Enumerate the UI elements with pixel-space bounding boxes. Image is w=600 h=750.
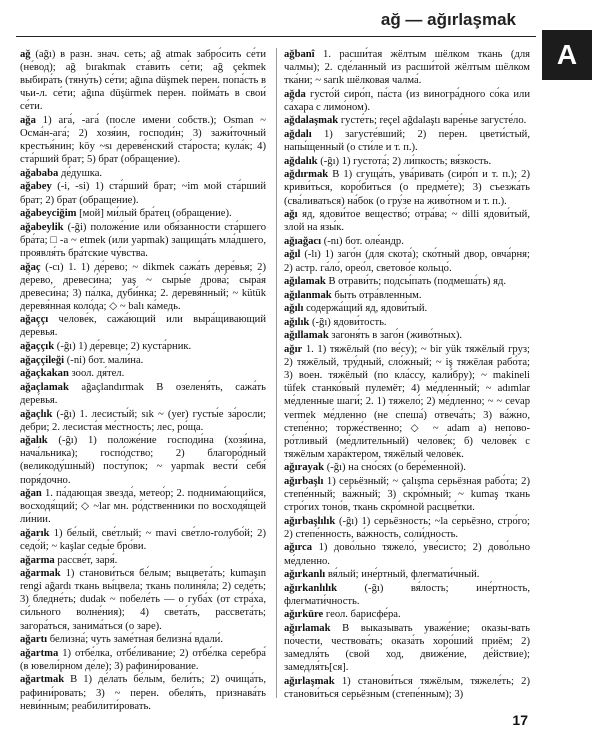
entry-headword: ağırbaşlılık [284,515,336,527]
dictionary-entry [20,673,266,712]
entry-headword: ağabeylik [20,221,64,233]
entry-definition: (-ğı) ядови́тость. [311,316,387,328]
entry-definition: (-nı) бот. оле́андр. [323,235,404,247]
dictionary-entry [20,207,266,220]
entry-headword: ağalık [20,435,48,447]
dictionary-entry [284,475,530,514]
entry-headword: ağılanmak [284,289,332,301]
entry-definition: густо́й сиро́п, па́ста (из виногра́дного со́ка или са́хара с лимо́ном). [284,88,530,113]
entry-headword: ağırküre [284,609,324,621]
entry-headword: ağırbaşlı [284,476,324,487]
dictionary-entry [284,128,530,154]
dictionary-entry [20,167,266,180]
entry-definition: 1) бе́лый, све́тлый; ~ mavi све́тло-голубо́й; 2) седо́й; ~ kaşlar седы́е бро́ви. [20,527,266,552]
entry-definition: 1) ага́, -ага́ (после имени собств.); Osman ~ Осма́н-ага́; 2) хозя́ин, господи́н; 3) зажи́точный крестья́нин; köy ~sı дереве́нский ста́роста; кула́к; 4) ста́рший брат; 5) брат (обращение). [20,114,266,166]
dictionary-entry [20,647,266,673]
entry-headword: ağıllamak [284,330,329,342]
entry-definition: 1. 1) тяжёлый (по ве́су); ~ bir yük тяжёлый груз; 2) тяжёлый, тру́дный, сло́жный; ~ iş тяжёлая рабо́та; 3) воен. тяжёлый (по кла́ссу, кали́бру); ~ makineli tüfek станко́вый пулемёт; 4) ме́дленный; ~ adımlar ме́дленные шаги́; 2. 1) тяжело́; 2) ме́дленно; ~ ~ cevap vermek ме́дленно (не спеша́) отвеча́ть; 3) ва́жно, степе́нно; торже́ственно; ◇ ~ adam а) непово-ро́тливый (ме́длительный) челове́к; б) челове́к с тяжёлым хара́ктером, тяжёлый челове́к. [284,344,530,460]
dictionary-entry [284,343,530,461]
entry-headword: ağarma [20,554,55,566]
dictionary-entry [20,354,266,367]
entry-headword: ağdalık [284,155,318,167]
dictionary-entry [284,316,530,329]
dictionary-entry [20,381,266,407]
dictionary-entry [284,302,530,315]
dictionary-entry [284,329,530,342]
dictionary-entry [284,568,530,581]
dictionary-entry [20,180,266,206]
dictionary-entry [20,527,266,553]
entry-headword: ağıağacı [284,235,322,247]
entry-headword: ağartı [20,634,48,646]
entry-definition: (-ğı) вя́лость; ине́ртность, флегмати́чность. [284,582,530,607]
entry-headword: ağırayak [284,462,325,474]
entry-headword: ağaç [20,261,41,273]
dictionary-entry [284,168,530,207]
dictionary-entry [20,567,266,632]
entry-definition: зоол. дя́тел. [71,368,125,380]
entry-headword: ağartma [20,647,59,659]
entry-definition: В отрави́ть; подсы́пать (подмеша́ть) яд. [328,276,507,288]
dictionary-entry [284,275,530,288]
entry-definition: 1) загусте́вший; 2) перен. цвети́стый, напы́щенный (о сти́ле и т. п.). [284,129,530,154]
dictionary-entry [20,633,266,646]
entry-definition: загоня́ть в заго́н (живо́тных). [331,330,463,342]
entry-headword: ağarmak [20,568,61,580]
entry-definition: ağaçlandırmak В озеленя́ть, сажа́ть дере́вья. [20,381,266,406]
dictionary-entry [284,235,530,248]
entry-definition: геол. барисфе́ра. [325,609,401,621]
entry-definition: рассве́т, заря́. [57,554,118,566]
entry-headword: ağabeyciğim [20,208,77,220]
entry-headword: ağırkanlılık [284,582,337,594]
dictionary-entry [284,582,530,608]
entry-headword: ağırca [284,542,313,554]
entry-headword: ağırlamak [284,623,331,635]
entry-definition: 1. расши́тая жёлтым шёлком ткань (для чалмы); 2. сде́ланный из расши́той жёлтым шёлком тка́ни; ~ sarık шёлковая чалма́. [284,49,530,87]
entry-definition: челове́к, сажа́ющий или выра́щивающий дере́вья. [20,314,266,339]
entry-headword: ağılık [284,316,310,328]
entry-definition: 1) дово́льно тяжело́, уве́систо; 2) дово́льно ме́дленно. [284,542,530,567]
entry-headword: ağılı [284,303,304,315]
dictionary-entry [284,248,530,274]
entry-definition: (-i, -si) 1) ста́рший брат; ~im мой ста́рший брат; 2) брат (обращение). [20,181,266,206]
entry-definition: яд, ядови́тое вещество́; отра́ва; ~ dilli ядови́тый, злой на язы́к. [284,209,530,234]
entry-headword: ağı [284,209,298,221]
entry-headword: ağaçkakan [20,368,69,380]
entry-headword: ağır [284,344,303,356]
entry-definition: (-lı) 1) заго́н (для скота́); ско́тный двор, овча́рня; 2) астр. га́ло́, орео́л, светово́е кольцо́. [284,249,530,274]
entry-definition: (-ni) бот. мали́на. [66,354,144,366]
entry-headword: ağdalaşmak [284,115,339,127]
entry-definition: (-ğı) 1) де́ревце; 2) куста́рник. [56,341,192,353]
dictionary-entry [20,114,266,166]
entry-headword: ağdırmak [284,169,329,181]
dictionary-entry [20,340,266,353]
entry-definition: (-ğı) 1) положе́ние господи́на (хозя́ина, нача́льника); госпо́дство; 2) благоро́дный (великоду́шный) посту́пок; ~ yapmak вести́ себя́ поря́дочно. [20,435,266,486]
dictionary-entry [20,487,266,526]
entry-definition: 1. па́дающая звезда́, метео́р; 2. поднима́ющийся, восходя́щий; ◇ ~lar мн. ро́дственники по восходя́щей ли́нии. [20,488,266,526]
entry-headword: ağaççileği [20,354,65,366]
entry-definition: [мой] ми́лый бра́тец (обращение). [79,208,232,220]
entry-definition: (-ği) положе́ние или обя́занности ста́ршего бра́та; □ -a ~ etmek (или yapmak) защища́ть мла́дшего, проявля́ть бра́тские чу́вства. [20,221,266,259]
dictionary-entry [284,88,530,114]
running-header [16,6,536,37]
entry-headword: ağda [284,88,306,100]
dictionary-entry [284,461,530,474]
entry-definition: В 1) сгуща́ть, ува́ривать (сиро́п и т. п.); 2) криви́ться, коро́биться (о предме́те); 3) съезжа́ть (сва́ливаться) на́бок (о гру́зе на живо́тном и т. п.). [284,169,530,207]
entry-definition: (ağı) в разн. знач. сеть; ağ atmak забро́сить се́ти (не́вод); ağ bırakmak ста́вить се́ти; ağ çekmek выбира́ть (тяну́ть) се́ти; ağına düşmek перен. попа́сть в чьи-л. се́ти; ağına düşürmek перен. пойма́ть в свои́ се́ти. [20,49,266,113]
dictionary-entry [284,48,530,87]
page-number: 17 [512,712,528,728]
column-divider [276,48,277,698]
entry-headword: ağbanî [284,49,315,60]
entry-headword: ağartmak [20,674,65,686]
entry-headword: ağıl [284,249,301,261]
dictionary-entry [20,261,266,313]
entry-headword: ağaççık [20,341,55,353]
header-title: ağ — ağırlaşmak [380,10,516,29]
entry-definition: (-ğı) на сно́сях (о бере́менной). [326,462,466,474]
entry-headword: ağababa [20,167,59,179]
dictionary-entry [20,408,266,434]
dictionary-entry [284,541,530,567]
entry-definition: В выказывать уваже́ние; оказы-вать по́чести, чествова́ть; оказа́ть хоро́ший приём; 2) замедля́ть (свой ход, движе́ние, де́йствие); замедля́ть[ся]. [284,623,530,674]
entry-definition: де́душка. [60,167,103,179]
entry-definition: 1) серьёзный; ~ çalışma серьёзная рабо́та; 2) степе́нный; ва́жный; 3) скро́мный; ~ kumaş ткань стро́гих тоно́в, ткань скро́мной расцве́тки. [284,476,530,514]
dictionary-entry [20,554,266,567]
entry-headword: ağabey [20,181,52,193]
right-column [284,48,530,703]
entry-definition: (-cı) 1. 1) де́рево; ~ dikmek сажа́ть дере́вья; 2) де́рево, древеси́на; yaş ~ сыры́е дрова́; сыра́я древеси́на; 3) па́лка, дуби́нка; 2. деревя́нный; ~ kütük деревя́нная коло́да; ◇ ~ balı ка́медь. [20,261,266,312]
entry-definition: 1) отбе́лка, отбе́ливание; 2) отбе́лка серебра́ (в ювели́рном де́ле); 3) рафини́рование. [20,647,266,672]
dictionary-entry [20,367,266,380]
entry-headword: ağaççı [20,314,49,326]
entry-headword: ağırlaşmak [284,675,335,687]
dictionary-entry [284,675,530,701]
dictionary-entry [284,608,530,621]
entry-headword: ağan [20,488,42,500]
entry-definition: вя́лый; ине́ртный, флегмати́чный. [327,569,480,581]
dictionary-entry [284,622,530,674]
entry-definition: (-ğı) 1) серьёзность; ~la серьёзно, стро́го; 2) степе́нность, ва́жность, соли́дность. [284,515,530,540]
entry-headword: ağdalı [284,129,312,141]
entry-headword: ağılamak [284,276,326,288]
entry-definition: 1) станови́ться бе́лым; выцвета́ть; kumaşın rengi ağardı ткань вы́цвела; ткань полиня́ла; 2) седе́ть; 3) бледне́ть; dudak ~ побеле́ть — о губа́х (от стра́ха, си́льного волне́ния); 4) света́ть, рассвета́ть; загора́ться, занима́ться (о заре). [20,568,266,632]
entry-definition: (-ğı) 1) густота́; 2) ли́пкость; вя́зкость. [320,155,492,167]
entry-headword: ağarık [20,527,50,539]
entry-definition: содержа́щий яд, ядови́тый. [306,303,428,315]
entry-definition: быть отра́вленным. [334,289,422,301]
entry-definition: (-ğı) 1. лесисты́й; sık ~ (yer) густы́е за́росли; дебри; 2. лесиста́я ме́стность; лес, ро́ща. [20,408,266,433]
dictionary-entry [284,114,530,127]
dictionary-entry [20,221,266,260]
entry-headword: ağ [20,49,31,60]
entry-definition: густе́ть; reçel ağdalaştı варе́нье загусте́ло. [340,115,527,127]
dictionary-entry [284,289,530,302]
entry-headword: ağırkanlı [284,569,326,581]
entry-headword: ağaçlık [20,408,53,420]
entry-definition: 1) станови́ться тяжёлым, тяжеле́ть; 2) станови́ться серьёзным (степе́нным); 3) [284,675,531,700]
entry-definition: белизна́; чуть заме́тная белизна́ вдали́. [49,634,223,646]
dictionary-entry [20,434,266,486]
left-column [20,48,267,712]
entry-headword: ağa [20,114,36,126]
dictionary-entry [20,48,266,113]
dictionary-entry [284,515,530,541]
entry-definition: В 1) де́лать бе́лым, бели́ть; 2) очища́ть, рафини́ровать; 3) ~ перен. обеля́ть, признава́ть неви́нным; реабилити́ровать. [20,674,267,712]
dictionary-entry [20,313,266,339]
dictionary-entry [284,208,530,234]
entry-headword: ağaçlamak [20,381,69,393]
dictionary-entry [284,155,530,168]
letter-tab: A [542,30,592,80]
